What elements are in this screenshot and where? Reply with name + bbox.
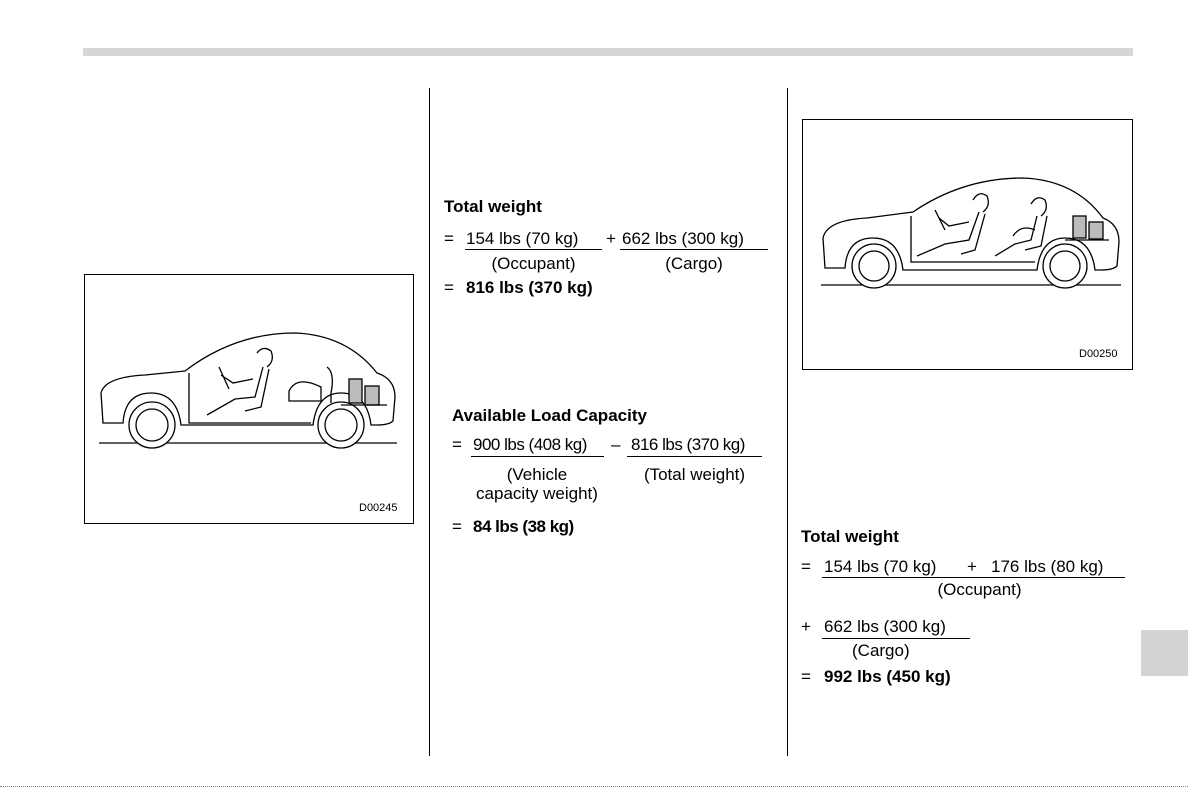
calc2-total-label: (Total weight) <box>643 465 746 484</box>
calc2-result-equals: = <box>452 517 462 536</box>
calc2-total-underline <box>627 456 762 457</box>
calc1-result: 816 lbs (370 kg) <box>466 278 593 297</box>
bottom-trim-line <box>0 786 1188 787</box>
car-illustration-1 <box>85 275 413 523</box>
figure-car-one-occupant <box>84 274 414 524</box>
calc3-equals: = <box>801 557 811 576</box>
calc2-vehicle-label-line2: capacity weight) <box>476 484 598 503</box>
calc1-equals: = <box>444 229 454 248</box>
calc2-vehicle-label-line1: (Vehicle <box>506 465 568 484</box>
figure-code-2: D00250 <box>1079 348 1118 360</box>
calc3-occupant1-value: 154 lbs (70 kg) <box>824 557 937 576</box>
calc1-occupant-label: (Occupant) <box>491 254 576 273</box>
calc2-total-value: 816 lbs (370 kg) <box>631 435 745 454</box>
figure-code-1: D00245 <box>359 502 398 514</box>
column-divider-1 <box>429 88 430 756</box>
calc3-cargo-underline <box>822 638 970 639</box>
calc2-title: Available Load Capacity <box>452 406 647 425</box>
car-illustration-2 <box>803 120 1132 369</box>
calc3-result-equals: = <box>801 667 811 686</box>
calc3-cargo-label: (Cargo) <box>852 641 910 660</box>
calc1-cargo-underline <box>620 249 768 250</box>
calc1-title: Total weight <box>444 197 542 216</box>
calc1-cargo-label: (Cargo) <box>665 254 723 273</box>
calc2-vehicle-value: 900 lbs (408 kg) <box>473 435 587 454</box>
calc1-result-equals: = <box>444 278 454 297</box>
calc2-vehicle-underline <box>471 456 604 457</box>
calc1-occupant-value: 154 lbs (70 kg) <box>466 229 579 248</box>
column-divider-2 <box>787 88 788 756</box>
calc1-occupant-underline <box>465 249 602 250</box>
calc3-occupant2-value: 176 lbs (80 kg) <box>991 557 1104 576</box>
calc3-title: Total weight <box>801 527 899 546</box>
header-rule <box>83 48 1133 56</box>
section-index-tab <box>1141 630 1188 676</box>
figure-car-two-occupants <box>802 119 1133 370</box>
calc3-occupant-label: (Occupant) <box>937 580 1022 599</box>
calc3-result: 992 lbs (450 kg) <box>824 667 951 686</box>
calc1-cargo-value: 662 lbs (300 kg) <box>622 229 744 248</box>
calc3-occupant-underline <box>822 577 1125 578</box>
calc2-equals: = <box>452 435 462 454</box>
calc3-cargo-plus: + <box>801 617 811 636</box>
calc2-result: 84 lbs (38 kg) <box>473 517 574 536</box>
calc1-plus: + <box>606 229 616 248</box>
calc3-plus: + <box>967 557 977 576</box>
calc3-cargo-value: 662 lbs (300 kg) <box>824 617 946 636</box>
calc2-minus: – <box>611 435 621 454</box>
